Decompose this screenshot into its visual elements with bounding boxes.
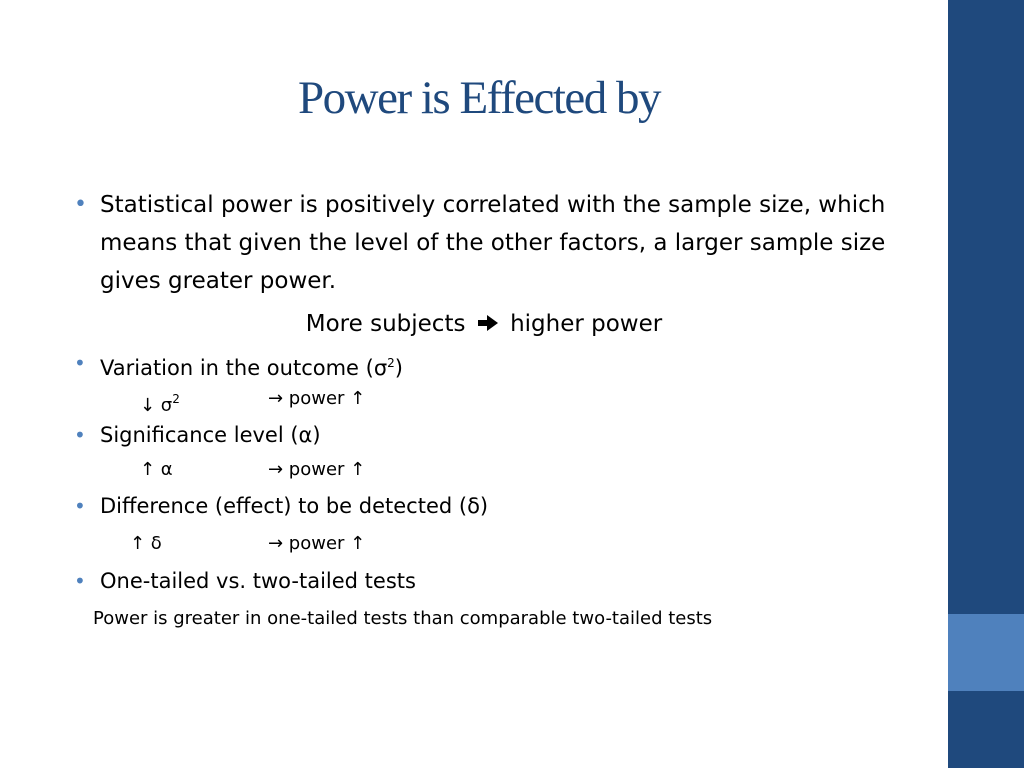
difference-sub-left: ↑ δ <box>130 533 162 554</box>
superscript: 2 <box>387 356 395 370</box>
right-arrow-icon <box>477 308 499 326</box>
bullet-text: One-tailed vs. two-tailed tests <box>100 569 416 593</box>
bullet-marker: • <box>74 494 86 518</box>
variation-sub-left <box>140 385 180 420</box>
significance-sub-right: → power ↑ <box>268 459 366 480</box>
bullet-tails <box>74 564 900 598</box>
bullet-text: Statistical power is positively correlated with the sample size, which means that given the level of the other factors, a larger sample size gives greater power. <box>100 192 886 294</box>
difference-sub-right: → power ↑ <box>268 533 366 554</box>
sub-left-text: ↓ σ <box>140 395 173 416</box>
bullet-text: Significance level (α) <box>100 423 321 447</box>
bullet-marker: • <box>74 351 86 375</box>
bullet-marker: • <box>74 192 87 217</box>
sample-size-summary <box>0 307 968 341</box>
summary-left-text: More subjects <box>305 311 466 337</box>
bullet-difference <box>74 489 900 523</box>
superscript: 2 <box>172 392 180 406</box>
slide-title: Power is Effected by <box>298 72 660 124</box>
bullet-text-close: ) <box>394 356 403 380</box>
bullet-text: Difference (effect) to be detected (δ) <box>100 494 489 518</box>
bullet-marker: • <box>74 423 86 447</box>
summary-right-text: higher power <box>510 311 663 337</box>
bullet-marker: • <box>74 569 86 593</box>
bullet-variation <box>74 346 900 385</box>
significance-sub-left: ↑ α <box>140 459 173 480</box>
variation-sub-right: → power ↑ <box>268 388 366 409</box>
tails-note: Power is greater in one-tailed tests than comparable two-tailed tests <box>93 608 713 629</box>
bullet-significance <box>74 418 900 452</box>
bullet-sample-size <box>74 186 900 300</box>
bullet-text: Variation in the outcome (σ <box>100 356 388 380</box>
sidebar-accent-block <box>948 614 1024 691</box>
